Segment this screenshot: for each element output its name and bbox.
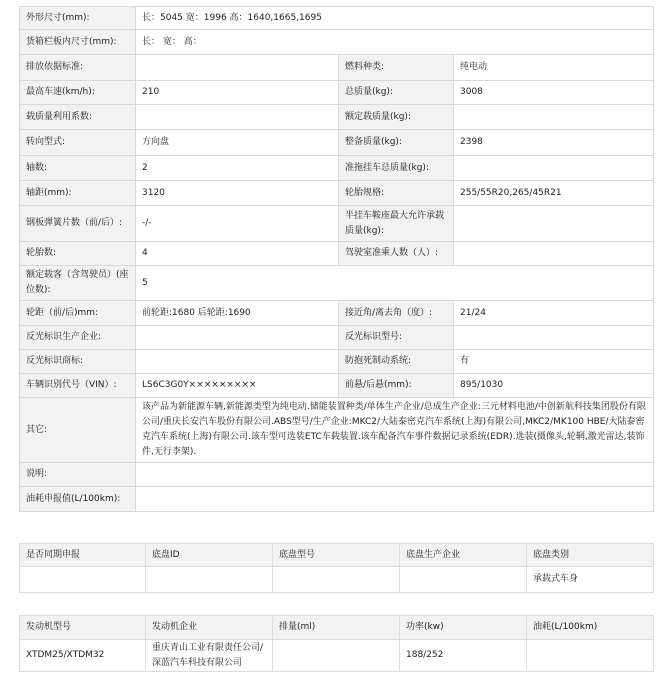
steering-value: 方向盘 (136, 130, 339, 156)
fuel-report-value (136, 487, 654, 512)
seats-value: 5 (136, 266, 654, 301)
track-value: 前轮距:1680 后轮距:1690 (136, 301, 339, 326)
other-value: 该产品为新能源车辆,新能源类型为纯电动.储能装置种类/单体生产企业/总成生产企业:三元材料电池/中创新航科技集团股份有限公司/重庆长安汽车股份有限公司.ABS型号/生产企业:MKC2/大陆泰密克汽车系统(上海)有限公司,MKC2/MK100 HBE/大陆泰密克汽车系统(上海)有限公司.该车型可选装ETC车载装置.该车配备汽车事件数据记录系统(EDR).选装(摄像头,轮辋,激光雷达,装饰件,无行李架). (136, 398, 654, 463)
wheelbase-value: 3120 (136, 181, 339, 206)
table-row (20, 156, 654, 181)
table-row (20, 30, 654, 55)
engine-header-maker: 发动机企业 (146, 616, 273, 640)
seats-label: 额定载客（含驾驶员）(座位数): (20, 266, 136, 301)
fuel-report-label: 油耗申报值(L/100km): (20, 487, 136, 512)
rated-load-value (454, 105, 654, 130)
table-row (20, 130, 654, 156)
table-row (20, 266, 654, 301)
table-row (20, 350, 654, 374)
tire-spec-value: 255/55R20,265/45R21 (454, 181, 654, 206)
track-label: 轮距（前/后)mm: (20, 301, 136, 326)
rated-load-label: 额定载质量(kg): (339, 105, 454, 130)
vin-value: LS6C3G0Y××××××××× (136, 374, 339, 398)
table-header-row (20, 544, 654, 567)
angle-value: 21/24 (454, 301, 654, 326)
emission-value (136, 55, 339, 81)
chassis-header-sync: 是否同期申报 (20, 544, 146, 567)
table-row (20, 55, 654, 81)
load-util-value (136, 105, 339, 130)
table-row (20, 374, 654, 398)
chassis-cell-model (273, 567, 400, 593)
emission-label: 排放依据标准: (20, 55, 136, 81)
other-label: 其它: (20, 398, 136, 463)
total-mass-value: 3008 (454, 81, 654, 105)
spring-label: 钢板弹簧片数（前/后）: (20, 206, 136, 242)
reflect-maker-label: 反光标识生产企业: (20, 326, 136, 350)
engine-header-fuel: 油耗(L/100km) (527, 616, 654, 640)
table-row (20, 487, 654, 512)
engine-header-model: 发动机型号 (20, 616, 146, 640)
engine-cell-model: XTDM25/XTDM32 (20, 640, 146, 672)
axles-label: 轴数: (20, 156, 136, 181)
note-value (136, 463, 654, 487)
total-mass-label: 总质量(kg): (339, 81, 454, 105)
table-row (20, 326, 654, 350)
saddle-label: 半挂车鞍座最大允许承载质量(kg): (339, 206, 454, 242)
steering-label: 转向型式: (20, 130, 136, 156)
reflect-maker-value (136, 326, 339, 350)
tires-label: 轮胎数: (20, 242, 136, 266)
table-row (20, 242, 654, 266)
engine-cell-fuel (527, 640, 654, 672)
chassis-header-type: 底盘类别 (527, 544, 654, 567)
table-row (20, 81, 654, 105)
cargo-value: 长： 宽： 高： (136, 30, 654, 55)
speed-value: 210 (136, 81, 339, 105)
table-row (20, 567, 654, 593)
saddle-value (454, 206, 654, 242)
table-row (20, 463, 654, 487)
wheelbase-label: 轴距(mm): (20, 181, 136, 206)
chassis-table (19, 543, 654, 593)
chassis-cell-sync (20, 567, 146, 593)
tires-value: 4 (136, 242, 339, 266)
table-row (20, 7, 654, 30)
engine-table (19, 615, 654, 672)
trailer-label: 准拖挂车总质量(kg): (339, 156, 454, 181)
tire-spec-label: 轮胎规格: (339, 181, 454, 206)
chassis-cell-maker (400, 567, 527, 593)
reflect-brand-label: 反光标识商标: (20, 350, 136, 374)
curb-mass-label: 整备质量(kg): (339, 130, 454, 156)
table-row (20, 181, 654, 206)
fuel-label: 燃料种类: (339, 55, 454, 81)
engine-header-displacement: 排量(ml) (273, 616, 400, 640)
vehicle-spec-table (19, 6, 654, 512)
overhang-value: 895/1030 (454, 374, 654, 398)
vin-label: 车辆识别代号（VIN）: (20, 374, 136, 398)
engine-header-power: 功率(kw) (400, 616, 527, 640)
trailer-value (454, 156, 654, 181)
dims-label: 外形尺寸(mm): (20, 7, 136, 30)
abs-value: 有 (454, 350, 654, 374)
table-row (20, 398, 654, 463)
angle-label: 接近角/离去角（度）: (339, 301, 454, 326)
engine-cell-power: 188/252 (400, 640, 527, 672)
chassis-header-maker: 底盘生产企业 (400, 544, 527, 567)
table-header-row (20, 616, 654, 640)
fuel-value: 纯电动 (454, 55, 654, 81)
cargo-label: 货箱栏板内尺寸(mm): (20, 30, 136, 55)
cab-label: 驾驶室准乘人数（人）: (339, 242, 454, 266)
chassis-header-model: 底盘型号 (273, 544, 400, 567)
reflect-model-label: 反光标识型号: (339, 326, 454, 350)
note-label: 说明: (20, 463, 136, 487)
overhang-label: 前悬/后悬(mm): (339, 374, 454, 398)
chassis-cell-type: 承载式车身 (527, 567, 654, 593)
engine-cell-displacement (273, 640, 400, 672)
chassis-cell-id (146, 567, 273, 593)
speed-label: 最高车速(km/h): (20, 81, 136, 105)
spring-value: -/- (136, 206, 339, 242)
load-util-label: 载质量利用系数: (20, 105, 136, 130)
cab-value (454, 242, 654, 266)
reflect-model-value (454, 326, 654, 350)
table-row (20, 301, 654, 326)
reflect-brand-value (136, 350, 339, 374)
curb-mass-value: 2398 (454, 130, 654, 156)
abs-label: 防抱死制动系统: (339, 350, 454, 374)
dims-value: 长：5045 宽：1996 高：1640,1665,1695 (136, 7, 654, 30)
chassis-header-id: 底盘ID (146, 544, 273, 567)
axles-value: 2 (136, 156, 339, 181)
table-row (20, 206, 654, 242)
engine-cell-maker: 重庆青山工业有限责任公司/深蓝汽车科技有限公司 (146, 640, 273, 672)
table-row (20, 640, 654, 672)
table-row (20, 105, 654, 130)
